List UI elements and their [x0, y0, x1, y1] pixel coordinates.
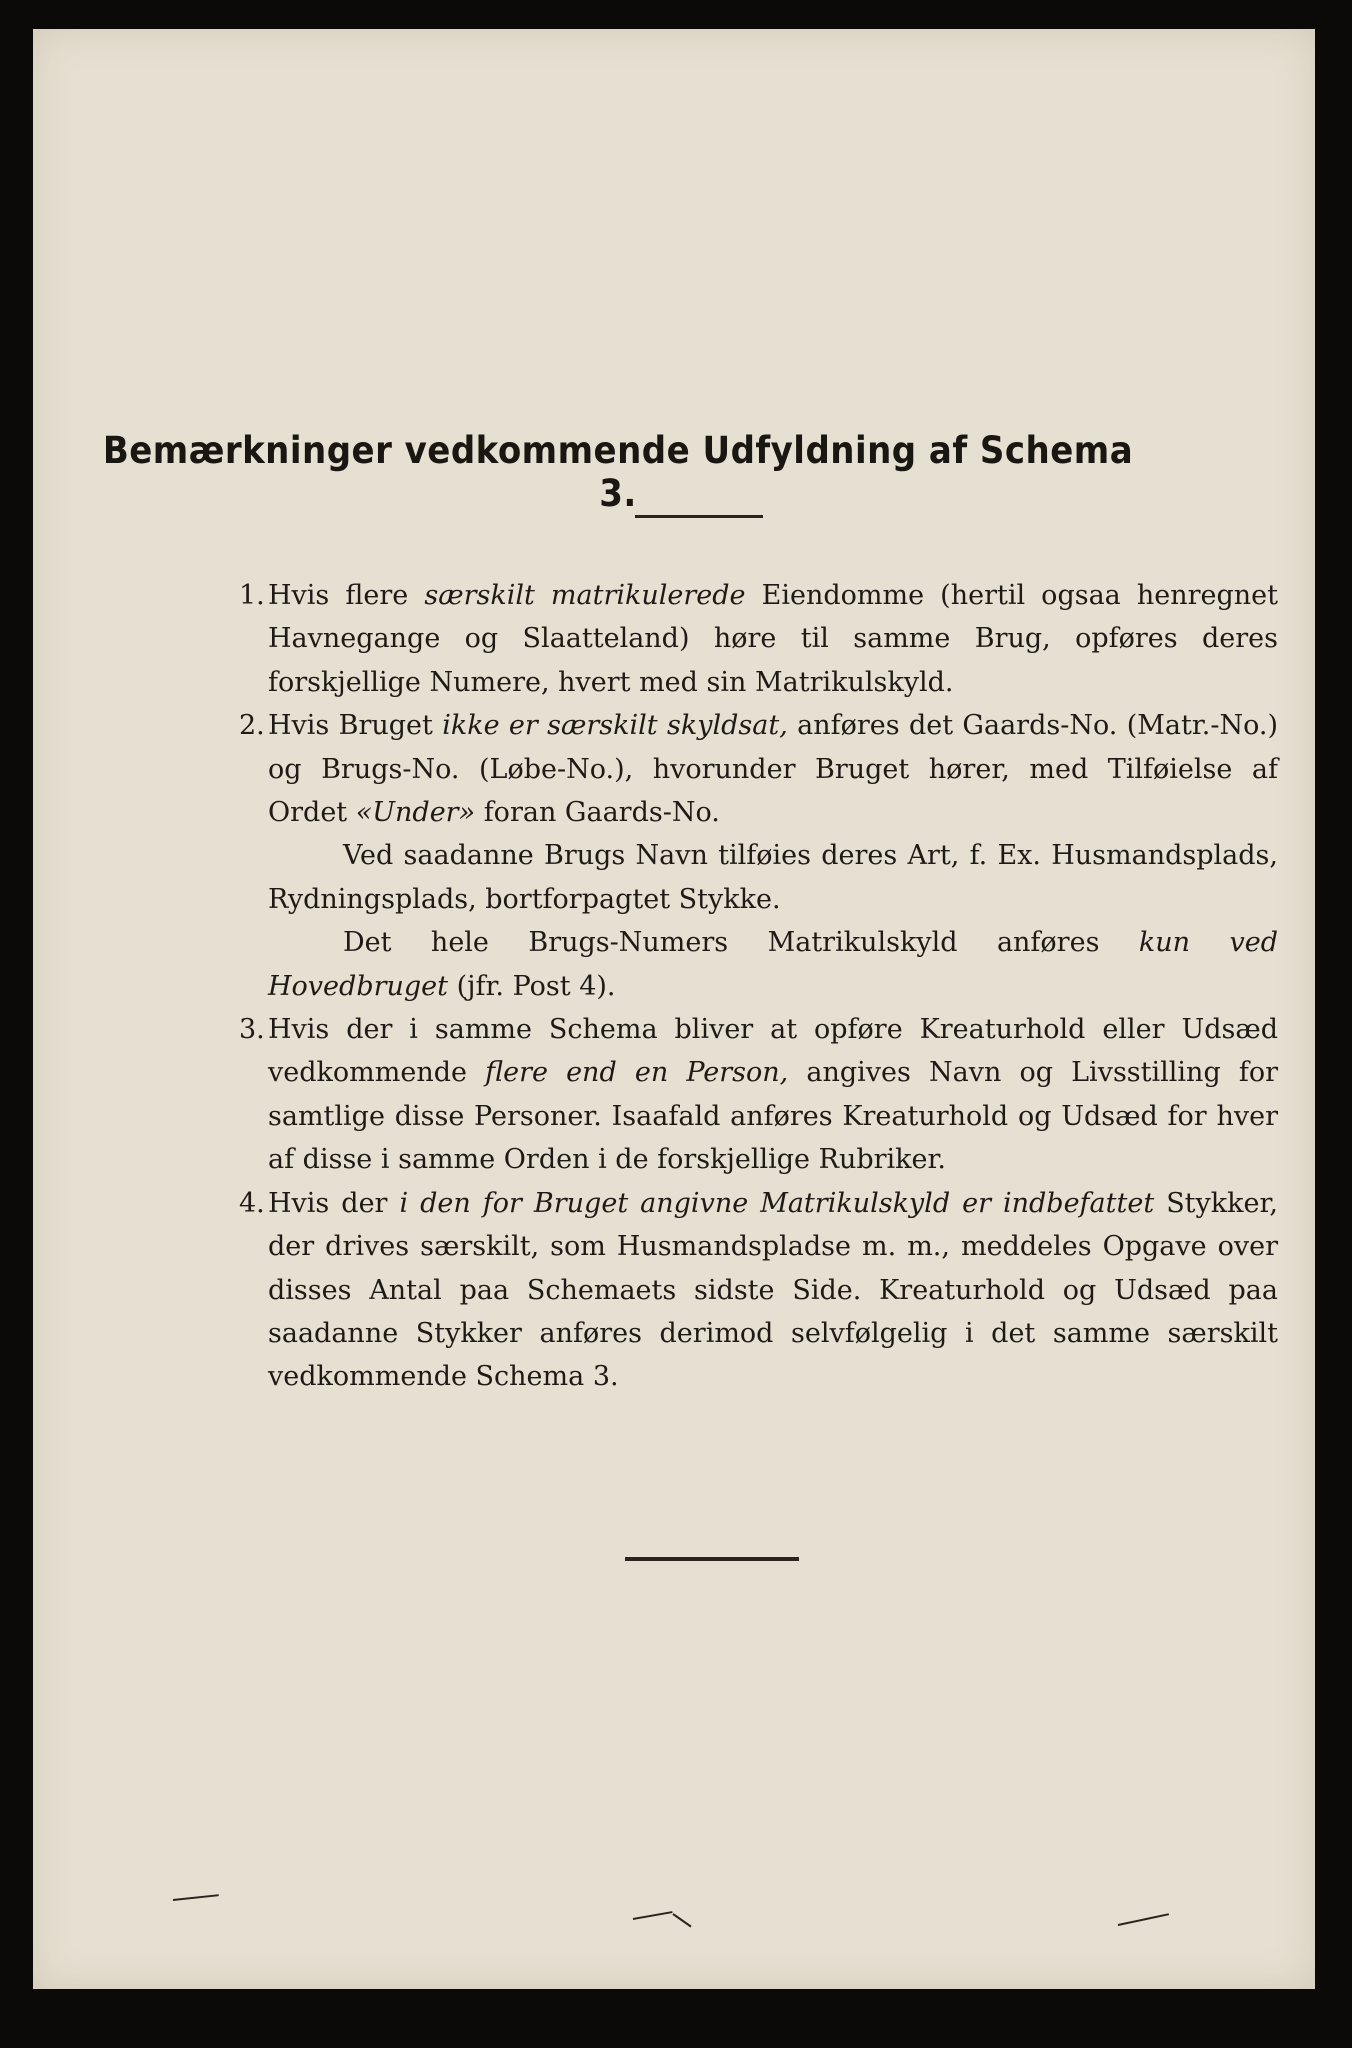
text-run: Hvis Bruget: [268, 710, 443, 742]
text-run: Hvis der i samme Schema bliver at opføre Kreaturhold eller Udsæd vedkommende: [268, 1014, 1278, 1089]
instruction-item: [198, 704, 1278, 1008]
instruction-item: [198, 574, 1278, 704]
item-number: 1.: [239, 580, 265, 611]
stray-pen-mark: [1118, 1913, 1169, 1926]
stray-pen-mark: [173, 1894, 219, 1901]
text-run: Ved saadanne Brugs Navn tilføies deres Art, f. Ex. Husmandsplads, Rydningsplads, bortforpagtet Stykke.: [268, 840, 1278, 915]
emphasized-text: ikke er særskilt skyldsat,: [442, 710, 788, 742]
item-paragraph: [268, 834, 1278, 921]
item-number: 2.: [239, 710, 265, 742]
emphasized-text: flere end en Person,: [485, 1057, 789, 1089]
stray-pen-mark: [633, 1911, 673, 1920]
emphasized-text: særskilt matrikulerede: [424, 580, 746, 611]
title-divider: [635, 515, 763, 518]
text-run: Stykker, der drives særskilt, som Husmandspladse m. m., meddeles Opgave over disses Antal paa Schemaets sidste Side. Kreaturhold og Udsæd paa saadanne Stykker anføres derimod selvfølgelig i det samme særskilt vedkommende Schema 3.: [268, 1187, 1279, 1393]
text-run: anføres det Gaards-No. (Matr.-No.) og Brugs-No. (Løbe-No.), hvorunder Bruget hører, med Tilføielse af Ordet: [268, 710, 1278, 829]
item-number: 4.: [239, 1187, 265, 1219]
text-run: Hvis der: [268, 1187, 400, 1219]
text-run: angives Navn og Livsstilling for samtlige disse Personer. Isaafald anføres Kreaturhold og Udsæd for hver af disse i samme Orden i de forskjellige Rubriker.: [268, 1057, 1278, 1176]
item-paragraph: [268, 921, 1278, 1008]
text-run: foran Gaards-No.: [475, 797, 720, 829]
instruction-item: [198, 1008, 1278, 1182]
text-run: Eiendomme (hertil ogsaa henregnet Havnegange og Slaatteland) høre til samme Brug, opføres deres forskjellige Numere, hvert med sin Matrikulskyld.: [268, 580, 1279, 698]
end-divider: [625, 1557, 799, 1561]
stray-pen-mark: [672, 1913, 691, 1927]
item-paragraph: [268, 1008, 1278, 1182]
item-paragraph: [268, 704, 1278, 834]
page-title: Bemærkninger vedkommende Udfyldning af Schema 3.: [102, 429, 1134, 515]
text-run: (jfr. Post 4).: [448, 970, 616, 1002]
text-run: Det hele Brugs-Numers Matrikulskyld anføres: [343, 927, 1139, 959]
item-paragraph: [268, 1182, 1278, 1399]
emphasized-text: i den for Bruget angivne Matrikulskyld er indbefattet: [399, 1187, 1155, 1219]
emphasized-text: «Under»: [355, 797, 476, 829]
item-paragraph: [268, 574, 1278, 704]
emphasized-text: kun ved Hovedbruget: [268, 927, 1279, 1002]
instruction-item: [198, 1182, 1278, 1399]
text-run: Hvis flere: [268, 580, 425, 611]
item-number: 3.: [239, 1014, 265, 1046]
instructions-list: [198, 574, 1278, 1399]
document-page: [33, 29, 1315, 1989]
